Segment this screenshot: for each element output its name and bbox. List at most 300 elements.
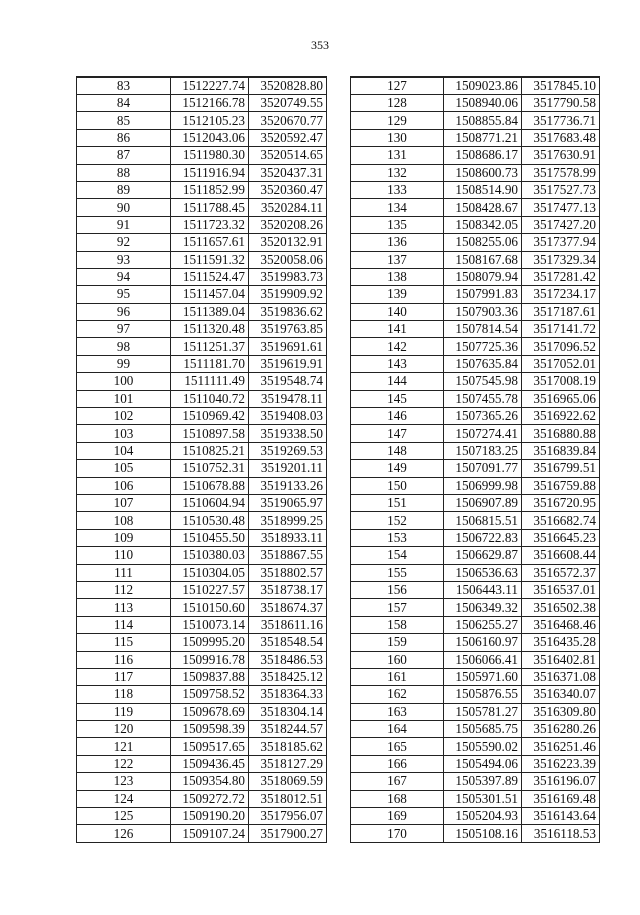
table-row: [77, 129, 327, 146]
y-coordinate-cell: 3519065.97: [249, 494, 327, 511]
point-number-cell: 109: [77, 529, 171, 546]
x-coordinate-cell: 1509517.65: [171, 738, 249, 755]
point-number-cell: 155: [351, 564, 444, 581]
x-coordinate-cell: 1509995.20: [171, 634, 249, 651]
x-coordinate-cell: 1510752.31: [171, 460, 249, 477]
y-coordinate-cell: 3517141.72: [522, 321, 600, 338]
table-row: [77, 634, 327, 651]
y-coordinate-cell: 3517736.71: [522, 112, 600, 129]
table-row: [351, 790, 600, 807]
table-row: [351, 129, 600, 146]
y-coordinate-cell: 3516759.88: [522, 477, 600, 494]
table-row: [351, 408, 600, 425]
x-coordinate-cell: 1507635.84: [444, 355, 522, 372]
table-row: [77, 721, 327, 738]
x-coordinate-cell: 1505301.51: [444, 790, 522, 807]
y-coordinate-cell: 3520058.06: [249, 251, 327, 268]
x-coordinate-cell: 1506907.89: [444, 494, 522, 511]
table-row: [77, 355, 327, 372]
point-number-cell: 111: [77, 564, 171, 581]
point-number-cell: 127: [351, 77, 444, 95]
table-row: [77, 616, 327, 633]
y-coordinate-cell: 3520132.91: [249, 234, 327, 251]
point-number-cell: 163: [351, 703, 444, 720]
point-number-cell: 107: [77, 494, 171, 511]
table-row: [77, 303, 327, 320]
x-coordinate-cell: 1511916.94: [171, 164, 249, 181]
y-coordinate-cell: 3516340.07: [522, 686, 600, 703]
point-number-cell: 123: [77, 773, 171, 790]
y-coordinate-cell: 3517527.73: [522, 181, 600, 198]
table-row: [351, 268, 600, 285]
point-number-cell: 117: [77, 668, 171, 685]
y-coordinate-cell: 3517845.10: [522, 77, 600, 95]
table-row: [351, 651, 600, 668]
y-coordinate-cell: 3519836.62: [249, 303, 327, 320]
y-coordinate-cell: 3517683.48: [522, 129, 600, 146]
y-coordinate-cell: 3518185.62: [249, 738, 327, 755]
x-coordinate-cell: 1506160.97: [444, 634, 522, 651]
table-row: [351, 164, 600, 181]
table-row: [351, 738, 600, 755]
x-coordinate-cell: 1510825.21: [171, 442, 249, 459]
x-coordinate-cell: 1510897.58: [171, 425, 249, 442]
y-coordinate-cell: 3517578.99: [522, 164, 600, 181]
table-row: [77, 790, 327, 807]
point-number-cell: 166: [351, 755, 444, 772]
point-number-cell: 156: [351, 581, 444, 598]
x-coordinate-cell: 1509598.39: [171, 721, 249, 738]
point-number-cell: 167: [351, 773, 444, 790]
x-coordinate-cell: 1509190.20: [171, 808, 249, 825]
point-number-cell: 121: [77, 738, 171, 755]
x-coordinate-cell: 1510304.05: [171, 564, 249, 581]
point-number-cell: 106: [77, 477, 171, 494]
table-row: [351, 547, 600, 564]
point-number-cell: 95: [77, 286, 171, 303]
x-coordinate-cell: 1511320.48: [171, 321, 249, 338]
x-coordinate-cell: 1509916.78: [171, 651, 249, 668]
y-coordinate-cell: 3516502.38: [522, 599, 600, 616]
y-coordinate-cell: 3518611.16: [249, 616, 327, 633]
table-row: [351, 112, 600, 129]
table-row: [351, 581, 600, 598]
table-row: [351, 147, 600, 164]
table-row: [351, 564, 600, 581]
point-number-cell: 124: [77, 790, 171, 807]
x-coordinate-cell: 1505204.93: [444, 808, 522, 825]
table-row: [351, 251, 600, 268]
x-coordinate-cell: 1507274.41: [444, 425, 522, 442]
point-number-cell: 105: [77, 460, 171, 477]
y-coordinate-cell: 3518738.17: [249, 581, 327, 598]
point-number-cell: 157: [351, 599, 444, 616]
point-number-cell: 142: [351, 338, 444, 355]
y-coordinate-cell: 3516309.80: [522, 703, 600, 720]
y-coordinate-cell: 3520284.11: [249, 199, 327, 216]
y-coordinate-cell: 3516608.44: [522, 547, 600, 564]
x-coordinate-cell: 1508686.17: [444, 147, 522, 164]
y-coordinate-cell: 3518548.54: [249, 634, 327, 651]
point-number-cell: 96: [77, 303, 171, 320]
x-coordinate-cell: 1507814.54: [444, 321, 522, 338]
x-coordinate-cell: 1512227.74: [171, 77, 249, 95]
x-coordinate-cell: 1505494.06: [444, 755, 522, 772]
x-coordinate-cell: 1505108.16: [444, 825, 522, 842]
x-coordinate-cell: 1508255.06: [444, 234, 522, 251]
x-coordinate-cell: 1509758.52: [171, 686, 249, 703]
y-coordinate-cell: 3516720.95: [522, 494, 600, 511]
y-coordinate-cell: 3517630.91: [522, 147, 600, 164]
point-number-cell: 150: [351, 477, 444, 494]
y-coordinate-cell: 3518867.55: [249, 547, 327, 564]
y-coordinate-cell: 3518674.37: [249, 599, 327, 616]
point-number-cell: 100: [77, 373, 171, 390]
point-number-cell: 131: [351, 147, 444, 164]
table-row: [351, 181, 600, 198]
y-coordinate-cell: 3516880.88: [522, 425, 600, 442]
table-row: [351, 95, 600, 112]
x-coordinate-cell: 1510969.42: [171, 408, 249, 425]
y-coordinate-cell: 3517281.42: [522, 268, 600, 285]
point-number-cell: 149: [351, 460, 444, 477]
x-coordinate-cell: 1505590.02: [444, 738, 522, 755]
point-number-cell: 99: [77, 355, 171, 372]
point-number-cell: 162: [351, 686, 444, 703]
point-number-cell: 161: [351, 668, 444, 685]
y-coordinate-cell: 3520749.55: [249, 95, 327, 112]
y-coordinate-cell: 3516143.64: [522, 808, 600, 825]
x-coordinate-cell: 1510604.94: [171, 494, 249, 511]
table-row: [77, 738, 327, 755]
y-coordinate-cell: 3516468.46: [522, 616, 600, 633]
x-coordinate-cell: 1506722.83: [444, 529, 522, 546]
y-coordinate-cell: 3519691.61: [249, 338, 327, 355]
table-row: [351, 442, 600, 459]
point-number-cell: 108: [77, 512, 171, 529]
table-row: [77, 703, 327, 720]
y-coordinate-cell: 3520437.31: [249, 164, 327, 181]
x-coordinate-cell: 1508167.68: [444, 251, 522, 268]
table-row: [77, 373, 327, 390]
table-row: [77, 599, 327, 616]
point-number-cell: 159: [351, 634, 444, 651]
point-number-cell: 102: [77, 408, 171, 425]
x-coordinate-cell: 1506443.11: [444, 581, 522, 598]
page-number: 353: [311, 38, 329, 52]
point-number-cell: 110: [77, 547, 171, 564]
y-coordinate-cell: 3516839.84: [522, 442, 600, 459]
x-coordinate-cell: 1511111.49: [171, 373, 249, 390]
x-coordinate-cell: 1506349.32: [444, 599, 522, 616]
y-coordinate-cell: 3520208.26: [249, 216, 327, 233]
point-number-cell: 152: [351, 512, 444, 529]
y-coordinate-cell: 3520514.65: [249, 147, 327, 164]
y-coordinate-cell: 3518364.33: [249, 686, 327, 703]
y-coordinate-cell: 3516965.06: [522, 390, 600, 407]
table-row: [351, 477, 600, 494]
x-coordinate-cell: 1511788.45: [171, 199, 249, 216]
point-number-cell: 153: [351, 529, 444, 546]
point-number-cell: 168: [351, 790, 444, 807]
table-row: [77, 425, 327, 442]
table-row: [77, 216, 327, 233]
point-number-cell: 145: [351, 390, 444, 407]
table-row: [77, 234, 327, 251]
table-row: [77, 564, 327, 581]
y-coordinate-cell: 3516251.46: [522, 738, 600, 755]
x-coordinate-cell: 1510150.60: [171, 599, 249, 616]
x-coordinate-cell: 1507725.36: [444, 338, 522, 355]
table-row: [351, 616, 600, 633]
point-number-cell: 93: [77, 251, 171, 268]
point-number-cell: 94: [77, 268, 171, 285]
table-row: [351, 755, 600, 772]
point-number-cell: 147: [351, 425, 444, 442]
x-coordinate-cell: 1507183.25: [444, 442, 522, 459]
table-row: [77, 251, 327, 268]
point-number-cell: 119: [77, 703, 171, 720]
point-number-cell: 89: [77, 181, 171, 198]
y-coordinate-cell: 3519478.11: [249, 390, 327, 407]
x-coordinate-cell: 1506629.87: [444, 547, 522, 564]
point-number-cell: 101: [77, 390, 171, 407]
table-row: [351, 599, 600, 616]
y-coordinate-cell: 3517956.07: [249, 808, 327, 825]
x-coordinate-cell: 1511980.30: [171, 147, 249, 164]
point-number-cell: 141: [351, 321, 444, 338]
point-number-cell: 158: [351, 616, 444, 633]
table-row: [351, 216, 600, 233]
y-coordinate-cell: 3519763.85: [249, 321, 327, 338]
y-coordinate-cell: 3516196.07: [522, 773, 600, 790]
y-coordinate-cell: 3516435.28: [522, 634, 600, 651]
x-coordinate-cell: 1512105.23: [171, 112, 249, 129]
table-row: [77, 164, 327, 181]
table-row: [77, 547, 327, 564]
y-coordinate-cell: 3518802.57: [249, 564, 327, 581]
x-coordinate-cell: 1506815.51: [444, 512, 522, 529]
y-coordinate-cell: 3518933.11: [249, 529, 327, 546]
x-coordinate-cell: 1508342.05: [444, 216, 522, 233]
x-coordinate-cell: 1511524.47: [171, 268, 249, 285]
x-coordinate-cell: 1506999.98: [444, 477, 522, 494]
point-number-cell: 92: [77, 234, 171, 251]
table-row: [77, 808, 327, 825]
y-coordinate-cell: 3517790.58: [522, 95, 600, 112]
point-number-cell: 85: [77, 112, 171, 129]
point-number-cell: 137: [351, 251, 444, 268]
table-row: [77, 199, 327, 216]
x-coordinate-cell: 1507455.78: [444, 390, 522, 407]
y-coordinate-cell: 3517008.19: [522, 373, 600, 390]
table-row: [77, 77, 327, 95]
x-coordinate-cell: 1511723.32: [171, 216, 249, 233]
point-number-cell: 146: [351, 408, 444, 425]
table-row: [77, 668, 327, 685]
table-row: [351, 321, 600, 338]
point-number-cell: 140: [351, 303, 444, 320]
point-number-cell: 160: [351, 651, 444, 668]
point-number-cell: 90: [77, 199, 171, 216]
table-row: [77, 773, 327, 790]
x-coordinate-cell: 1506536.63: [444, 564, 522, 581]
table-row: [351, 303, 600, 320]
point-number-cell: 165: [351, 738, 444, 755]
y-coordinate-cell: 3517427.20: [522, 216, 600, 233]
y-coordinate-cell: 3519201.11: [249, 460, 327, 477]
table-row: [77, 338, 327, 355]
x-coordinate-cell: 1505876.55: [444, 686, 522, 703]
point-number-cell: 133: [351, 181, 444, 198]
y-coordinate-cell: 3518069.59: [249, 773, 327, 790]
table-row: [351, 721, 600, 738]
table-row: [77, 390, 327, 407]
point-number-cell: 128: [351, 95, 444, 112]
table-row: [351, 425, 600, 442]
x-coordinate-cell: 1507091.77: [444, 460, 522, 477]
table-row: [351, 703, 600, 720]
x-coordinate-cell: 1510678.88: [171, 477, 249, 494]
x-coordinate-cell: 1507545.98: [444, 373, 522, 390]
y-coordinate-cell: 3519338.50: [249, 425, 327, 442]
point-number-cell: 91: [77, 216, 171, 233]
x-coordinate-cell: 1507365.26: [444, 408, 522, 425]
y-coordinate-cell: 3518999.25: [249, 512, 327, 529]
point-number-cell: 120: [77, 721, 171, 738]
point-number-cell: 103: [77, 425, 171, 442]
x-coordinate-cell: 1509678.69: [171, 703, 249, 720]
table-row: [77, 442, 327, 459]
point-number-cell: 83: [77, 77, 171, 95]
table-row: [351, 355, 600, 372]
point-number-cell: 86: [77, 129, 171, 146]
table-row: [351, 668, 600, 685]
x-coordinate-cell: 1511040.72: [171, 390, 249, 407]
y-coordinate-cell: 3519133.26: [249, 477, 327, 494]
y-coordinate-cell: 3517900.27: [249, 825, 327, 842]
table-row: [77, 512, 327, 529]
y-coordinate-cell: 3516537.01: [522, 581, 600, 598]
y-coordinate-cell: 3516645.23: [522, 529, 600, 546]
table-row: [351, 338, 600, 355]
x-coordinate-cell: 1511251.37: [171, 338, 249, 355]
table-row: [77, 581, 327, 598]
table-row: [77, 181, 327, 198]
table-row: [351, 825, 600, 842]
table-row: [77, 825, 327, 842]
y-coordinate-cell: 3516169.48: [522, 790, 600, 807]
x-coordinate-cell: 1510530.48: [171, 512, 249, 529]
y-coordinate-cell: 3517477.13: [522, 199, 600, 216]
point-number-cell: 114: [77, 616, 171, 633]
point-number-cell: 129: [351, 112, 444, 129]
x-coordinate-cell: 1511852.99: [171, 181, 249, 198]
y-coordinate-cell: 3516922.62: [522, 408, 600, 425]
point-number-cell: 113: [77, 599, 171, 616]
x-coordinate-cell: 1511389.04: [171, 303, 249, 320]
x-coordinate-cell: 1509107.24: [171, 825, 249, 842]
x-coordinate-cell: 1509436.45: [171, 755, 249, 772]
y-coordinate-cell: 3520670.77: [249, 112, 327, 129]
table-row: [351, 199, 600, 216]
y-coordinate-cell: 3517329.34: [522, 251, 600, 268]
x-coordinate-cell: 1509837.88: [171, 668, 249, 685]
point-number-cell: 118: [77, 686, 171, 703]
point-number-cell: 97: [77, 321, 171, 338]
table-row: [77, 321, 327, 338]
y-coordinate-cell: 3516118.53: [522, 825, 600, 842]
y-coordinate-cell: 3517377.94: [522, 234, 600, 251]
x-coordinate-cell: 1505397.89: [444, 773, 522, 790]
x-coordinate-cell: 1508940.06: [444, 95, 522, 112]
table-row: [351, 773, 600, 790]
point-number-cell: 88: [77, 164, 171, 181]
table-row: [77, 95, 327, 112]
y-coordinate-cell: 3517096.52: [522, 338, 600, 355]
table-row: [351, 494, 600, 511]
x-coordinate-cell: 1507903.36: [444, 303, 522, 320]
y-coordinate-cell: 3519408.03: [249, 408, 327, 425]
x-coordinate-cell: 1507991.83: [444, 286, 522, 303]
x-coordinate-cell: 1505685.75: [444, 721, 522, 738]
x-coordinate-cell: 1511657.61: [171, 234, 249, 251]
x-coordinate-cell: 1506066.41: [444, 651, 522, 668]
table-row: [351, 808, 600, 825]
y-coordinate-cell: 3518012.51: [249, 790, 327, 807]
point-number-cell: 164: [351, 721, 444, 738]
point-number-cell: 112: [77, 581, 171, 598]
y-coordinate-cell: 3519983.73: [249, 268, 327, 285]
y-coordinate-cell: 3518486.53: [249, 651, 327, 668]
point-number-cell: 136: [351, 234, 444, 251]
table-row: [351, 460, 600, 477]
point-number-cell: 134: [351, 199, 444, 216]
point-number-cell: 151: [351, 494, 444, 511]
x-coordinate-cell: 1511457.04: [171, 286, 249, 303]
x-coordinate-cell: 1508771.21: [444, 129, 522, 146]
y-coordinate-cell: 3520828.80: [249, 77, 327, 95]
y-coordinate-cell: 3519619.91: [249, 355, 327, 372]
x-coordinate-cell: 1505781.27: [444, 703, 522, 720]
x-coordinate-cell: 1506255.27: [444, 616, 522, 633]
y-coordinate-cell: 3519548.74: [249, 373, 327, 390]
x-coordinate-cell: 1505971.60: [444, 668, 522, 685]
point-number-cell: 169: [351, 808, 444, 825]
y-coordinate-cell: 3519909.92: [249, 286, 327, 303]
x-coordinate-cell: 1511591.32: [171, 251, 249, 268]
y-coordinate-cell: 3516371.08: [522, 668, 600, 685]
y-coordinate-cell: 3516223.39: [522, 755, 600, 772]
x-coordinate-cell: 1510455.50: [171, 529, 249, 546]
table-row: [351, 77, 600, 95]
point-number-cell: 135: [351, 216, 444, 233]
point-number-cell: 130: [351, 129, 444, 146]
table-row: [351, 373, 600, 390]
y-coordinate-cell: 3517052.01: [522, 355, 600, 372]
table-row: [77, 529, 327, 546]
table-row: [77, 755, 327, 772]
y-coordinate-cell: 3518304.14: [249, 703, 327, 720]
table-row: [77, 460, 327, 477]
x-coordinate-cell: 1509354.80: [171, 773, 249, 790]
table-row: [351, 286, 600, 303]
y-coordinate-cell: 3518244.57: [249, 721, 327, 738]
point-number-cell: 138: [351, 268, 444, 285]
x-coordinate-cell: 1510380.03: [171, 547, 249, 564]
table-row: [77, 286, 327, 303]
table-row: [351, 390, 600, 407]
